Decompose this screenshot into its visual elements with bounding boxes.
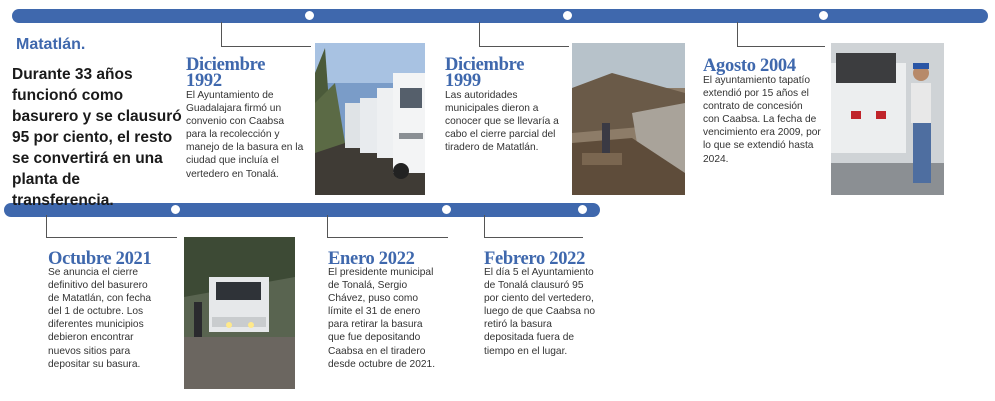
event-date-2022-feb: Febrero 2022 <box>484 249 586 269</box>
timeline-bar-top <box>12 9 988 23</box>
photo-truck-road <box>184 237 295 389</box>
page-title: Matatlán. <box>16 36 86 53</box>
timeline-dot-2022-feb <box>576 203 589 216</box>
photo-worker-truck <box>831 43 944 195</box>
event-date-1999: Diciembre 1999 <box>445 55 525 91</box>
event-date-2004: Agosto 2004 <box>703 56 796 76</box>
timeline-dot-2022-jan <box>440 203 453 216</box>
event-text-1992: El Ayuntamiento de Guadalajara firmó un convenio con Caabsa para la recolección y manejo de la basura en la ciudad que incluía el vertedero en Tonalá. <box>186 90 304 180</box>
connector-2022-jan <box>327 215 448 238</box>
event-date-1992: Diciembre 1992 <box>186 55 266 91</box>
event-text-2021-oct: Se anuncia el cierre definitivo del basurero de Matatlán, con fecha del 1 de octubre. Los diferentes municipios debieron encontrar nuevos sitios para depositar su basura. <box>48 267 152 370</box>
timeline-dot-1992 <box>303 9 316 22</box>
lead-text: Durante 33 años funcionó como basurero y se clausuró 95 por ciento, el resto se convertirá en una planta de transferencia. <box>12 66 182 209</box>
connector-1992 <box>221 22 311 47</box>
connector-1999 <box>479 22 569 47</box>
connector-2021 <box>46 215 177 238</box>
connector-2004 <box>737 22 825 47</box>
connector-2022-feb <box>484 215 583 238</box>
timeline-dot-1999 <box>561 9 574 22</box>
timeline-dot-2004 <box>817 9 830 22</box>
event-date-2021-oct: Octubre 2021 <box>48 249 152 269</box>
event-date-2022-jan: Enero 2022 <box>328 249 415 269</box>
event-text-1999: Las autoridades municipales dieron a conocer que se llevaría a cabo el cierre parcial del tiradero de Matatlán. <box>445 90 559 154</box>
event-text-2022-feb: El día 5 el Ayuntamiento de Tonalá clausuró 95 por ciento del vertedero, luego de que Caabsa no retiró la basura depositada fuera de tiempo en el lugar. <box>484 267 596 357</box>
event-text-2004: El ayuntamiento tapatío extendió por 15 años el contrato de concesión con Caabsa. La fecha de vencimiento era 2009, por lo que se extendió hasta 2024. <box>703 75 821 165</box>
photo-landfill-workers <box>572 43 685 195</box>
photo-garbage-trucks <box>315 43 425 195</box>
event-text-2022-jan: El presidente municipal de Tonalá, Sergio Chávez, puso como límite el 31 de enero para retirar la basura que fue depositando Caabsa en el tiradero desde octubre de 2021. <box>328 267 436 370</box>
